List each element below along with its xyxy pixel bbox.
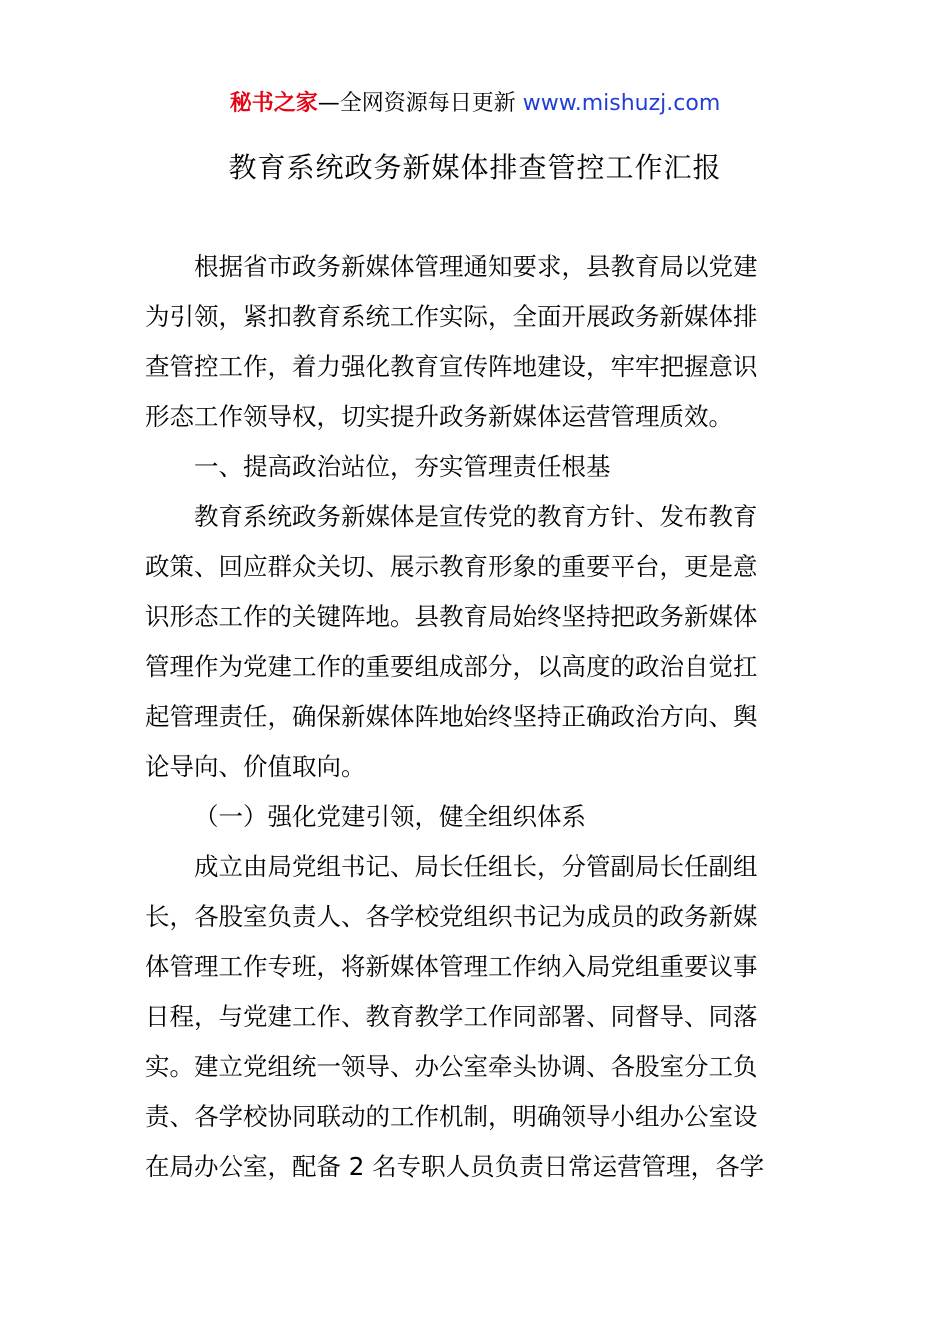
site-header — [0, 88, 950, 120]
body-line: 查管控工作，着力强化教育宣传阵地建设，牢牢把握意识 — [145, 352, 758, 381]
body-line: 日程，与党建工作、教育教学工作同部署、同督导、同落 — [145, 1002, 758, 1031]
subsection-heading: （一）强化党建引领，健全组织体系 — [194, 802, 586, 831]
body-line: 形态工作领导权，切实提升政务新媒体运营管理质效。 — [145, 402, 733, 431]
body-line: 成立由局党组书记、局长任组长，分管副局长任副组 — [194, 852, 758, 881]
body-line: 起管理责任，确保新媒体阵地始终坚持正确政治方向、舆 — [145, 702, 758, 731]
body-line: 论导向、价值取向。 — [145, 752, 366, 781]
body-line: 根据省市政务新媒体管理通知要求，县教育局以党建 — [194, 252, 758, 281]
body-line: 责、各学校协同联动的工作机制，明确领导小组办公室设 — [145, 1102, 758, 1131]
document-title: 教育系统政务新媒体排查管控工作汇报 — [228, 151, 722, 184]
body-line: 识形态工作的关键阵地。县教育局始终坚持把政务新媒体 — [145, 602, 758, 631]
site-tagline: —全网资源每日更新 — [317, 91, 523, 116]
body-line: 长，各股室负责人、各学校党组织书记为成员的政务新媒 — [145, 902, 758, 931]
body-line: 体管理工作专班，将新媒体管理工作纳入局党组重要议事 — [145, 952, 758, 981]
body-line: 在局办公室，配备 2 名专职人员负责日常运营管理，各学 — [145, 1152, 765, 1181]
body-line: 为引领，紧扣教育系统工作实际，全面开展政务新媒体排 — [145, 302, 758, 331]
body-line: 教育系统政务新媒体是宣传党的教育方针、发布教育 — [194, 502, 758, 531]
site-url-link[interactable]: www.mishuzj.com — [522, 91, 721, 116]
body-line: 实。建立党组统一领导、办公室牵头协调、各股室分工负 — [145, 1052, 758, 1081]
site-brand: 秘书之家 — [229, 91, 318, 116]
body-line: 管理作为党建工作的重要组成部分，以高度的政治自觉扛 — [145, 652, 758, 681]
body-line: 政策、回应群众关切、展示教育形象的重要平台，更是意 — [145, 552, 758, 581]
section-heading: 一、提高政治站位，夯实管理责任根基 — [194, 452, 611, 481]
